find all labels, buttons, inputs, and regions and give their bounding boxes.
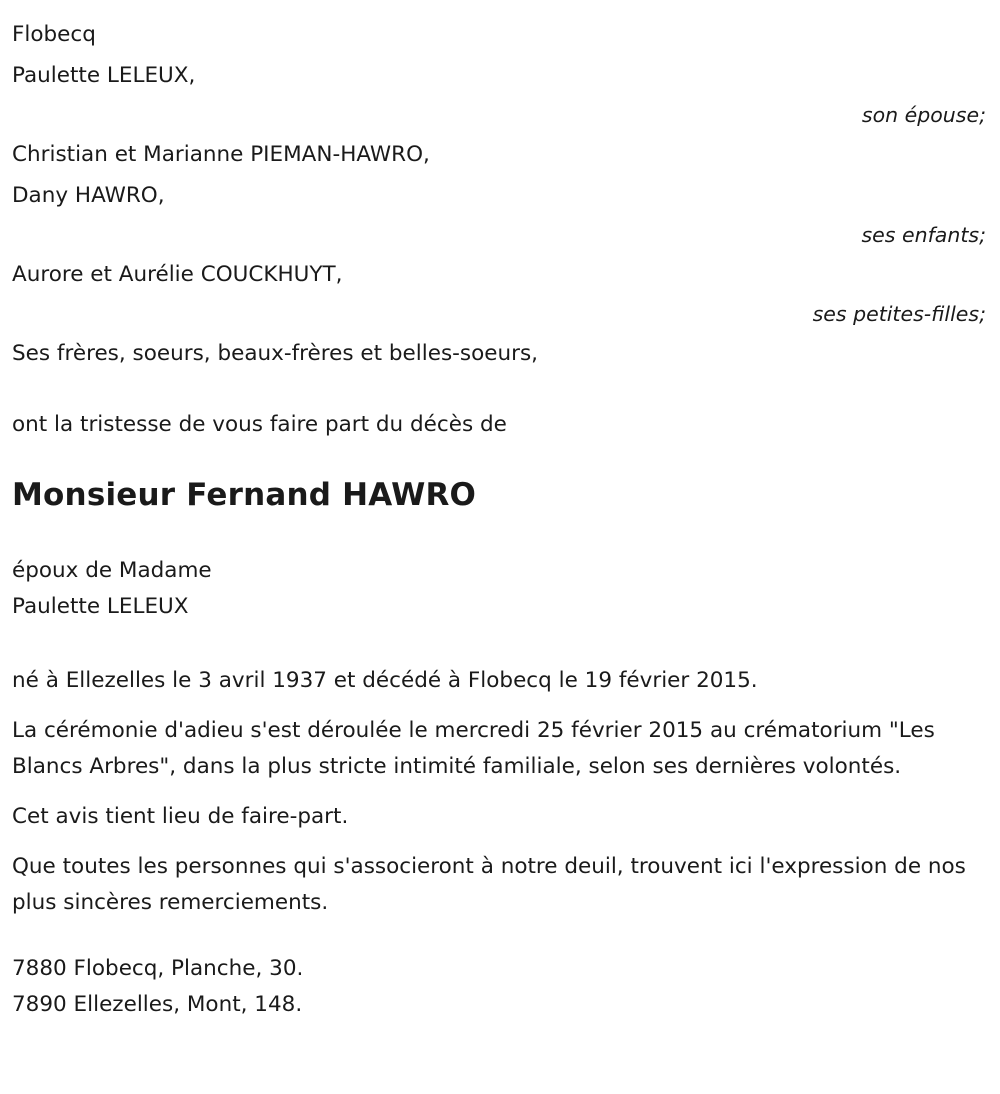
relative-role-0: son épouse; <box>861 103 986 127</box>
deceased-name: Monsieur Fernand HAWRO <box>12 477 477 513</box>
ceremony-paragraph: La cérémonie d'adieu s'est déroulée le mercredi 25 février 2015 au crématorium "Les Blancs Arbres", dans la plus stricte intimité familiale, selon ses dernières volontés. <box>12 718 935 779</box>
address-line-0: 7880 Flobecq, Planche, 30. <box>12 956 304 981</box>
relative-name-1: Christian et Marianne PIEMAN-HAWRO, <box>12 142 430 167</box>
birth-death-line: né à Ellezelles le 3 avril 1937 et décédé à Flobecq le 19 février 2015. <box>12 668 758 693</box>
relative-name-0: Paulette LELEUX, <box>12 63 196 88</box>
announcement-line: ont la tristesse de vous faire part du décès de <box>12 412 507 437</box>
spouse-name: Paulette LELEUX <box>12 594 189 619</box>
spacer-before-addresses <box>12 921 988 951</box>
spacer-before-announcement <box>12 374 988 404</box>
spouse-label: époux de Madame <box>12 558 212 583</box>
relative-role-3: ses petites-filles; <box>812 302 986 326</box>
locality-line: Flobecq <box>12 22 96 47</box>
relative-name-2: Dany HAWRO, <box>12 183 165 208</box>
spacer-before-name <box>12 445 988 475</box>
thanks-paragraph: Que toutes les personnes qui s'associeront à notre deuil, trouvent ici l'expression de nos plus sincères remerciements. <box>12 854 966 915</box>
address-line-1: 7890 Ellezelles, Mont, 148. <box>12 992 303 1017</box>
spacer-before-spouse <box>12 515 988 553</box>
notice-note: Cet avis tient lieu de faire-part. <box>12 804 349 829</box>
relative-role-2: ses enfants; <box>861 223 986 247</box>
relative-name-3: Aurore et Aurélie COUCKHUYT, <box>12 262 343 287</box>
spacer-before-dates <box>12 625 988 663</box>
relative-name-4: Ses frères, soeurs, beaux-frères et belles-soeurs, <box>12 341 538 366</box>
